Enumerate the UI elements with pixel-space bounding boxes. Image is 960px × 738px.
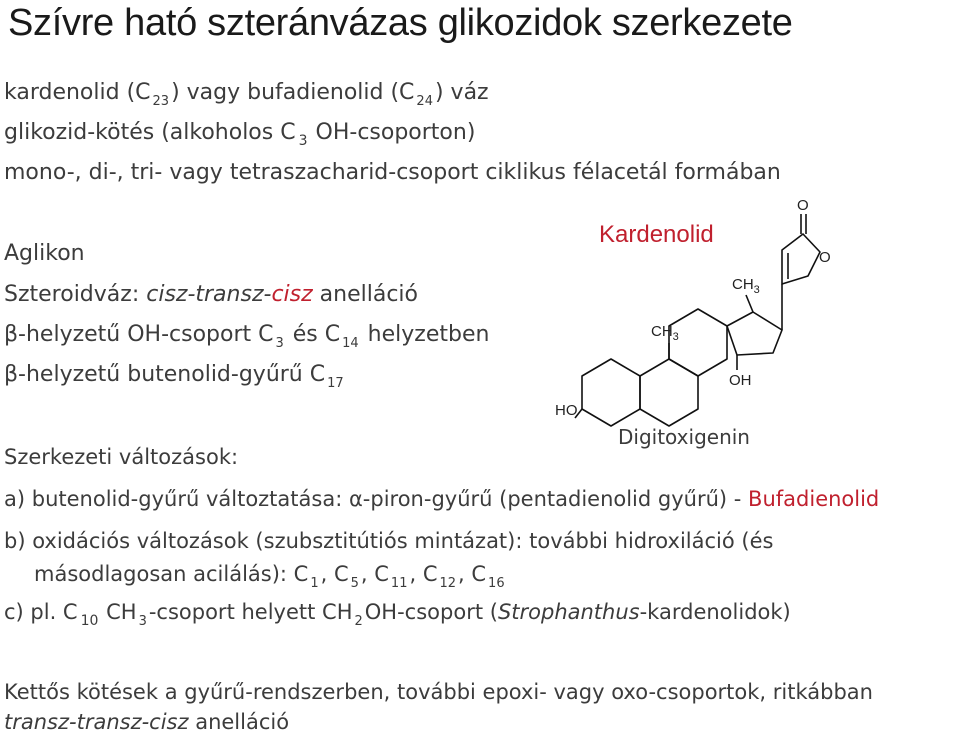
subscript: 14 [342,336,359,351]
footer-italic: transz-transz-cisz [4,710,189,734]
aglikon-text: β-helyzetű OH-csoport C [4,322,274,347]
change-text: , C [320,562,349,586]
aglikon-heading: Aglikon [4,241,85,266]
change-text: CH [99,600,137,624]
atom-o-carbonyl: O [797,197,809,214]
change-text: c) pl. C [4,600,78,624]
aglikon-text: anelláció [312,282,418,307]
kardenolid-label: Kardenolid [599,221,714,248]
change-text: másodlagosan acilálás): C [34,562,309,586]
atom-o-ring: O [819,249,831,266]
subscript: 12 [439,576,457,591]
subscript: 5 [350,576,359,591]
digitoxigenin-label: Digitoxigenin [618,425,750,449]
subscript: 3 [275,336,284,351]
change-text: , C [458,562,487,586]
aglikon-line-2 [4,322,490,351]
subscript: 24 [416,94,433,109]
ho-bond [575,409,582,418]
change-a [4,487,879,511]
bufadienolid-label: Bufadienolid [748,487,880,511]
subscript: 23 [152,94,170,109]
change-b-line-1: b) oxidációs változások (szubsztitútiós mintázat): további hidroxiláció (és [4,529,774,553]
atom-ch3-c10: $CH_3$ [651,323,679,343]
ring-d [727,312,782,355]
change-c [4,600,791,629]
atom-oh: OH [729,372,752,389]
change-text: a) butenolid-gyűrű változtatása: α-piron-gyűrű (pentadienolid gyűrű) - [4,487,749,511]
footer-text: anelláció [188,710,290,734]
changes-heading: Szerkezeti változások: [4,445,239,469]
subscript: 3 [138,614,147,629]
intro-line-2 [4,120,476,149]
methyl-bond-c13 [746,295,753,312]
subscript: 2 [354,614,363,629]
butenolide-ring [782,234,820,284]
change-italic: Strophanthus [497,600,640,624]
page-title: Szívre ható szteránvázas glikozidok szerkezete [8,2,793,44]
aglikon-text: helyzetben [360,322,490,347]
subscript: 1 [310,576,319,591]
aglikon-italic: cisz-transz- [146,282,272,307]
aglikon-text: β-helyzetű butenolid-gyűrű C [4,362,326,387]
ring-c [669,309,727,376]
footer-line-1: Kettős kötések a gyűrű-rendszerben, további epoxi- vagy oxo-csoportok, ritkábban [4,680,873,704]
intro-text: ) váz [434,80,489,105]
subscript: 17 [327,376,344,391]
intro-text: OH-csoporton) [315,120,476,145]
aglikon-text: és C [285,322,341,347]
subscript: 16 [488,576,505,591]
subscript: 3 [298,133,308,149]
change-text: , C [409,562,438,586]
intro-line-1 [4,80,489,109]
intro-text: kardenolid (C [4,80,151,105]
change-text: -csoport helyett CH [148,600,353,624]
ring-b [640,359,698,426]
change-text: , C [360,562,389,586]
ring-a [582,359,640,426]
aglikon-italic-red: cisz [271,282,313,307]
aglikon-text: Szteroidváz: [4,282,147,307]
atom-ho: HO [555,402,578,419]
aglikon-line-1 [4,282,418,307]
change-text: -kardenolidok) [639,600,791,624]
atom-ch3-c13: $CH_3$ [732,276,760,296]
change-text: OH-csoport ( [364,600,498,624]
aglikon-line-3 [4,362,346,391]
intro-line-3: mono-, di-, tri- vagy tetraszacharid-csoport ciklikus félacetál formában [4,160,781,185]
subscript: 10 [80,613,99,629]
intro-text: glikozid-kötés (alkoholos C [4,120,296,145]
intro-text: ) vagy bufadienolid (C [171,80,415,105]
subscript: 11 [390,576,408,591]
change-b-line-2 [4,562,507,591]
footer-line-2 [4,710,289,734]
